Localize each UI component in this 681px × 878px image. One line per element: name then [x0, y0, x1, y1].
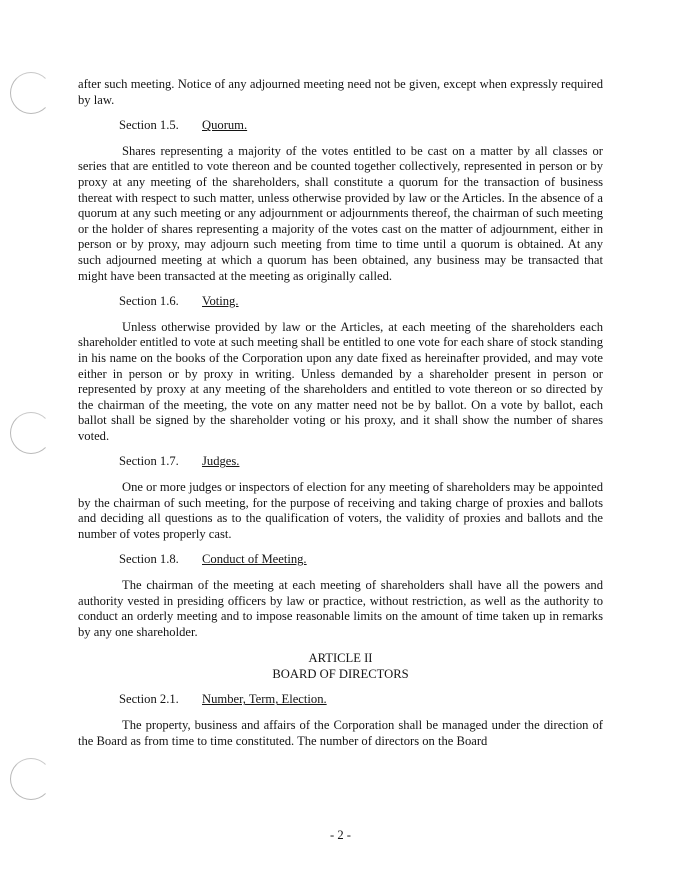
section-1-5-body: Shares representing a majority of the votes entitled to be cast on a matter by all classes or series that are entitled to vote thereon and be counted together collectively, represented in person or by proxy at any meeting of the shareholders, shall constitute a quorum for the transaction of business thereat with respect to such matter, unless otherwise provided by law or the Articles. In the absence of a quorum at any such meeting or any adjournment or adjournments thereof, the chairman of such meeting or the holder of shares representing a majority of the votes cast on the matter of adjournment, either in person or by proxy, may adjourn such meeting from time to time until a quorum is obtained. At any such adjourned meeting at which a quorum has been obtained, any business may be transacted that might have been transacted at the meeting as originally called. [78, 143, 603, 283]
punch-hole-top [10, 72, 52, 114]
section-1-7-heading [78, 454, 603, 470]
section-number: Section 1.8. [119, 552, 179, 567]
section-number: Section 2.1. [119, 692, 179, 707]
section-1-7-body: One or more judges or inspectors of election for any meeting of shareholders may be appointed by the chairman of such meeting, for the purpose of receiving and taking charge of proxies and ballots and deciding all questions as to the qualification of voters, the validity of proxies and ballots and the number of votes properly cast. [78, 480, 603, 541]
section-2-1-body: The property, business and affairs of the Corporation shall be managed under the direction of the Board as from time to time constituted. The number of directors on the Board [78, 718, 603, 748]
section-number: Section 1.5. [119, 118, 179, 133]
section-1-6-heading [78, 294, 603, 310]
section-1-8-body: The chairman of the meeting at each meeting of shareholders shall have all the powers and authority vested in presiding officers by law or practice, without restriction, as well as the authority to conduct an orderly meeting and to impose reasonable limits on the amount of time taken up in remarks by any one shareholder. [78, 578, 603, 639]
section-2-1-heading [78, 692, 603, 708]
article-heading [78, 650, 603, 682]
section-title: Voting. [202, 294, 239, 309]
section-number: Section 1.6. [119, 294, 179, 309]
section-title: Number, Term, Election. [202, 692, 327, 707]
article-title: BOARD OF DIRECTORS [272, 667, 409, 682]
section-1-6-body: Unless otherwise provided by law or the Articles, at each meeting of the shareholders each shareholder entitled to vote at such meeting shall be entitled to one vote for each share of stock standing in his name on the books of the Corporation upon any date fixed as hereinafter provided, and may vote either in person or by proxy in writing. Unless demanded by a shareholder present in person or represented by proxy at any meeting of the shareholders and entitled to vote thereon or so directed by the chairman of the meeting, the vote on any matter need not be by ballot. On a vote by ballot, each ballot shall be signed by the shareholder voting or his proxy, and it shall show the number of shares voted. [78, 319, 603, 443]
section-title: Conduct of Meeting. [202, 552, 307, 567]
section-1-5-heading [78, 118, 603, 134]
section-1-8-heading [78, 552, 603, 568]
punch-hole-middle [10, 412, 52, 454]
punch-hole-bottom [10, 758, 52, 800]
page-number: - 2 - [330, 828, 351, 842]
article-label: ARTICLE II [308, 651, 373, 666]
document-body [78, 77, 603, 749]
intro-paragraph: after such meeting. Notice of any adjourned meeting need not be given, except when expressly required by law. [78, 77, 603, 107]
section-number: Section 1.7. [119, 454, 179, 469]
section-title: Quorum. [202, 118, 248, 133]
section-title: Judges. [202, 454, 240, 469]
